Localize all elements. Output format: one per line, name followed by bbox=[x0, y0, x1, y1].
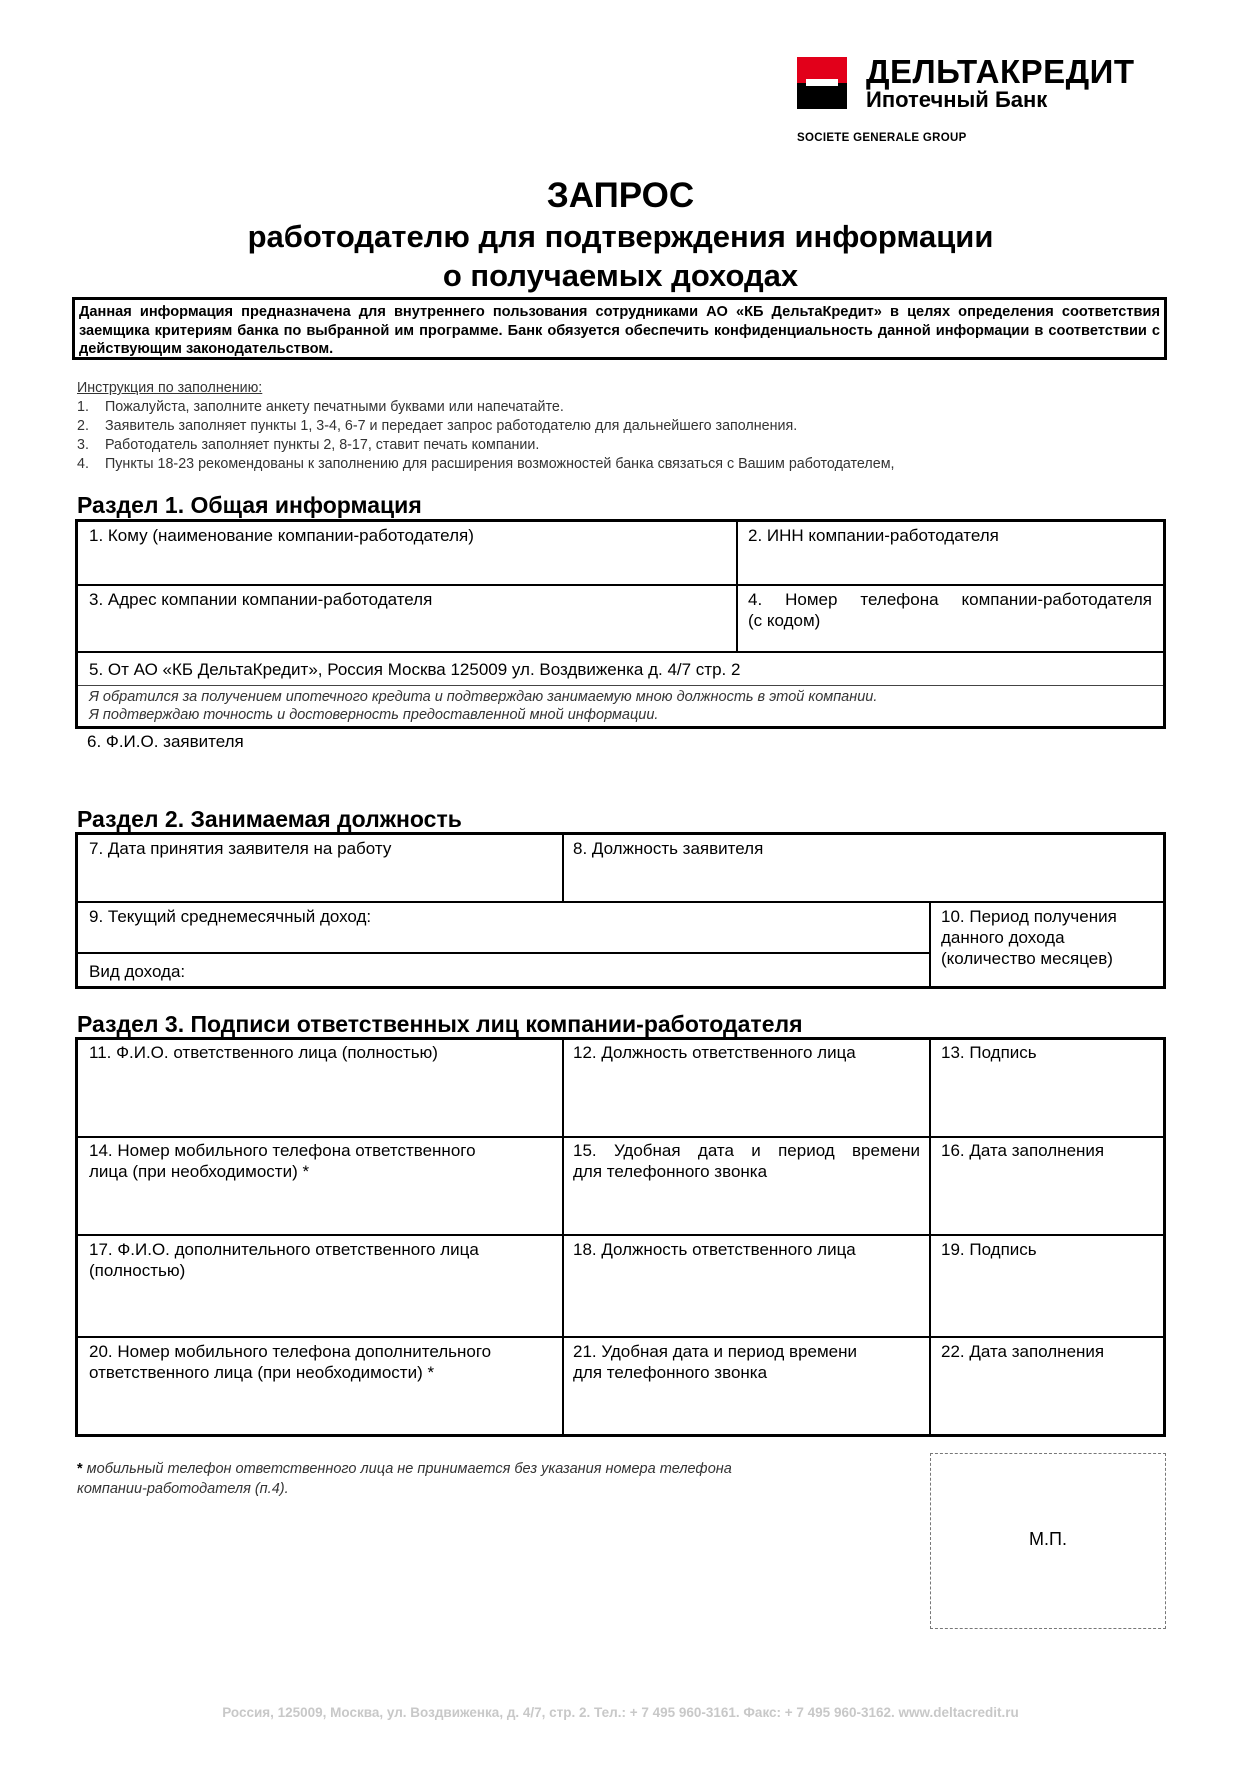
footer-contacts: Россия, 125009, Москва, ул. Воздвиженка, д. 4/7, стр. 2. Тел.: + 7 495 960-3161. Факс: + 7 495 960-3162. www.deltacredit.ru bbox=[222, 1705, 1019, 1720]
field-17-additional-name[interactable]: 17. Ф.И.О. дополнительного ответственного лица bbox=[89, 1240, 479, 1259]
page-subtitle-line-1: работодателю для подтверждения информации bbox=[247, 219, 994, 254]
field-1-company-name[interactable]: 1. Кому (наименование компании-работодателя) bbox=[89, 526, 474, 545]
footnote-line: компании-работодателя (п.4). bbox=[77, 1481, 289, 1497]
field-18-responsible-position[interactable]: 18. Должность ответственного лица bbox=[573, 1240, 856, 1259]
page-title: ЗАПРОС bbox=[546, 176, 695, 215]
logo-name: ДЕЛЬТАКРЕДИТ bbox=[866, 53, 1135, 90]
instructions-heading: Инструкция по заполнению: bbox=[77, 380, 263, 396]
stamp-area bbox=[930, 1453, 1166, 1629]
confirmation-text: Я обратился за получением ипотечного кредита и подтверждаю занимаемую мною должность в этой компании. bbox=[89, 689, 878, 705]
field-14-mobile-phone[interactable]: 14. Номер мобильного телефона ответственного bbox=[89, 1141, 476, 1160]
field-10-income-period[interactable]: 10. Период получения bbox=[941, 907, 1117, 926]
field-21-line: для телефонного звонка bbox=[573, 1363, 768, 1382]
field-20-line: ответственного лица (при необходимости) * bbox=[89, 1363, 435, 1382]
field-13-signature[interactable]: 13. Подпись bbox=[941, 1043, 1037, 1062]
section-2-table bbox=[75, 832, 1166, 989]
field-7-hire-date[interactable]: 7. Дата принятия заявителя на работу bbox=[89, 839, 392, 858]
stamp-label: М.П. bbox=[1029, 1529, 1067, 1549]
field-11-responsible-name[interactable]: 11. Ф.И.О. ответственного лица (полностью) bbox=[89, 1043, 438, 1062]
field-4-phone-hint: (с кодом) bbox=[748, 611, 821, 630]
field-22-fill-date[interactable]: 22. Дата заполнения bbox=[941, 1342, 1105, 1361]
instruction-item: 4. Пункты 18-23 рекомендованы к заполнению для расширения возможностей банка связаться с Вашим работодателем, bbox=[77, 456, 895, 472]
page-subtitle-line-2: о получаемых доходах bbox=[442, 258, 799, 293]
confidentiality-notice: Данная информация предназначена для внутреннего пользования сотрудниками АО «КБ ДельтаКредит» в целях определения соответствия заемщика критериям банка по выбранной им программе. Банк обязуется обеспечить конфиденциальность данной информации в соответствии с действующим законодательством. bbox=[72, 297, 1167, 360]
field-16-fill-date[interactable]: 16. Дата заполнения bbox=[941, 1141, 1105, 1160]
field-3-address[interactable]: 3. Адрес компании компании-работодателя bbox=[89, 590, 433, 609]
field-2-inn[interactable]: 2. ИНН компании-работодателя bbox=[748, 526, 999, 545]
field-5-from: 5. От АО «КБ ДельтаКредит», Россия Москва 125009 ул. Воздвиженка д. 4/7 стр. 2 bbox=[89, 660, 741, 679]
field-15-call-time[interactable]: 15. Удобная дата и период времени bbox=[573, 1141, 920, 1160]
field-21-call-time[interactable]: 21. Удобная дата и период времени bbox=[573, 1342, 858, 1361]
section-2-title: Раздел 2. Занимаемая должность bbox=[77, 806, 462, 832]
field-10-line: (количество месяцев) bbox=[941, 949, 1113, 968]
confirmation-text: Я подтверждаю точность и достоверность предоставленной мной информации. bbox=[89, 707, 659, 723]
field-6-applicant-name[interactable]: 6. Ф.И.О. заявителя bbox=[87, 732, 244, 751]
section-3-table bbox=[75, 1037, 1166, 1437]
field-19-signature[interactable]: 19. Подпись bbox=[941, 1240, 1037, 1259]
instruction-item: 1. Пожалуйста, заполните анкету печатными буквами или напечатайте. bbox=[77, 399, 564, 415]
section-3-title: Раздел 3. Подписи ответственных лиц компании-работодателя bbox=[77, 1011, 803, 1037]
logo-mark bbox=[797, 57, 847, 109]
field-15-line: для телефонного звонка bbox=[573, 1162, 768, 1181]
field-14-line: лица (при необходимости) * bbox=[89, 1162, 310, 1181]
footnote: * мобильный телефон ответственного лица не принимается без указания номера телефона bbox=[77, 1461, 732, 1477]
section-1-table bbox=[75, 519, 1166, 729]
field-17-line: (полностью) bbox=[89, 1261, 186, 1280]
field-4-phone[interactable]: 4. Номер телефона компании-работодателя bbox=[748, 590, 1152, 609]
field-8-position[interactable]: 8. Должность заявителя bbox=[573, 839, 764, 858]
logo-subtitle: Ипотечный Банк bbox=[866, 87, 1048, 112]
section-1-title: Раздел 1. Общая информация bbox=[77, 492, 422, 518]
logo-group: SOCIETE GENERALE GROUP bbox=[797, 132, 967, 144]
field-9-monthly-income[interactable]: 9. Текущий среднемесячный доход: bbox=[89, 907, 372, 926]
field-20-additional-mobile[interactable]: 20. Номер мобильного телефона дополнительного bbox=[89, 1342, 492, 1361]
field-12-responsible-position[interactable]: 12. Должность ответственного лица bbox=[573, 1043, 856, 1062]
field-10-line: данного дохода bbox=[941, 928, 1065, 947]
income-type-field[interactable]: Вид дохода: bbox=[89, 962, 186, 981]
instruction-item: 2. Заявитель заполняет пункты 1, 3-4, 6-7 и передает запрос работодателю для дальнейшего заполнения. bbox=[77, 418, 798, 434]
instruction-item: 3. Работодатель заполняет пункты 2, 8-17, ставит печать компании. bbox=[77, 437, 540, 453]
